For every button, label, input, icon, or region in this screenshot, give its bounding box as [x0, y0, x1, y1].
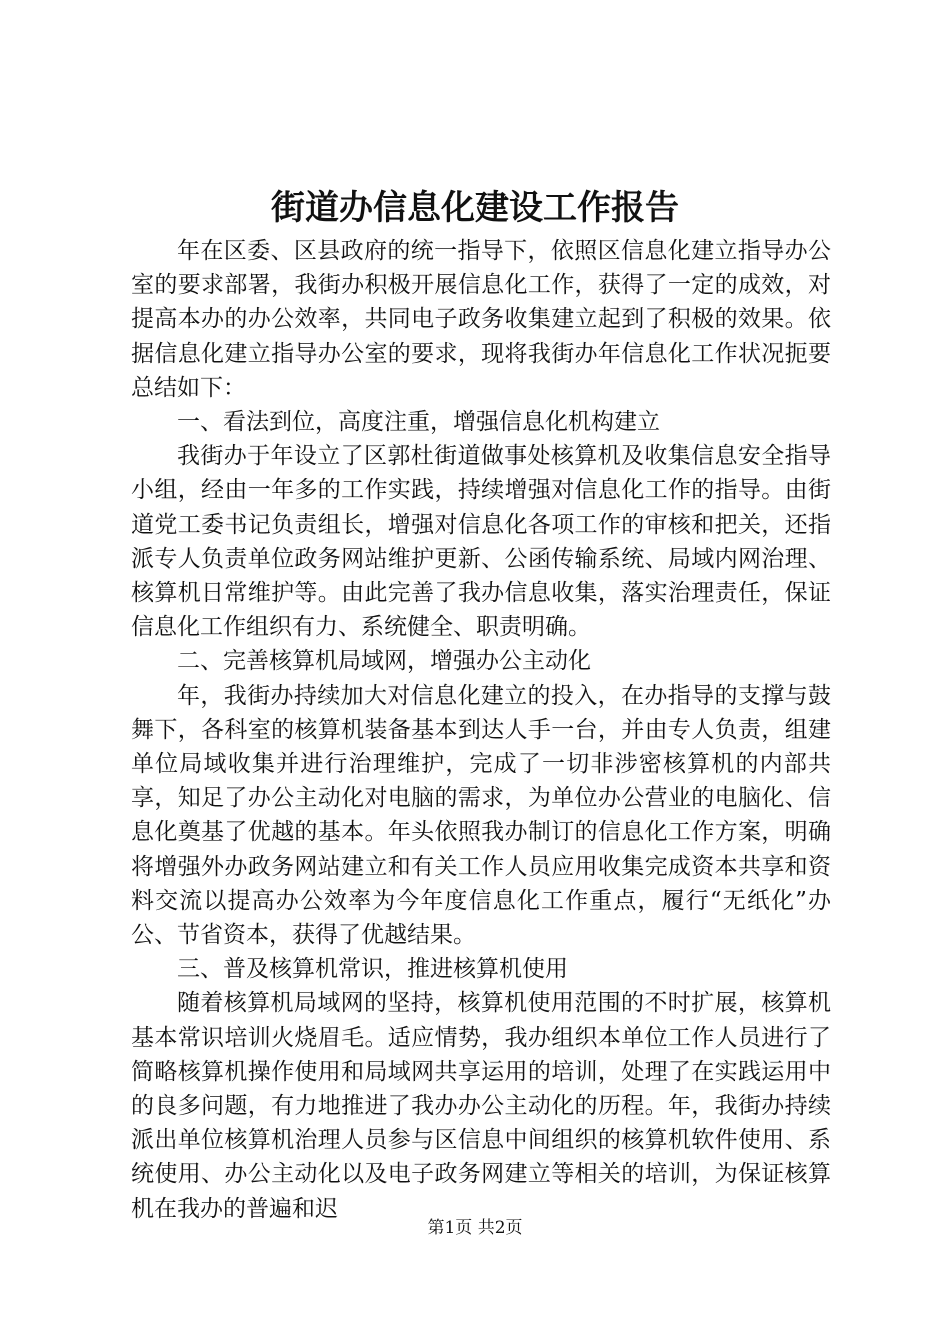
- page-number: 第1页 共2页: [427, 1218, 523, 1238]
- intro-paragraph: 年在区委、区县政府的统一指导下，依照区信息化建立指导办公室的要求部署，我街办积极开展信息化工作，获得了一定的成效，对提高本办的办公效率，共同电子政务收集建立起到了积极的效果。依据信息化建立指导办公室的要求，现将我街办年信息化工作状况扼要总结如下：: [131, 238, 831, 401]
- section-1-paragraph: 我街办于年设立了区郭杜街道做事处核算机及收集信息安全指导小组，经由一年多的工作实践，持续增强对信息化工作的指导。由街道党工委书记负责组长，增强对信息化各项工作的审核和把关，还指派专人负责单位政务网站维护更新、公函传输系统、局域内网治理、核算机日常维护等。由此完善了我办信息收集，落实治理责任，保证信息化工作组织有力、系统健全、职责明确。: [131, 443, 831, 641]
- section-heading-1: 一、看法到位，高度注重，增强信息化机构建立: [177, 409, 660, 436]
- section-heading-3: 三、普及核算机常识，推进核算机使用: [177, 956, 568, 983]
- section-heading-2: 二、完善核算机局域网，增强办公主动化: [177, 648, 591, 675]
- section-2-paragraph: 年，我街办持续加大对信息化建立的投入，在办指导的支撑与鼓舞下，各科室的核算机装备基本到达人手一台，并由专人负责，组建单位局域收集并进行治理维护，完成了一切非涉密核算机的内部共享，知足了办公主动化对电脑的需求，为单位办公营业的电脑化、信息化奠基了优越的基本。年头依照我办制订的信息化工作方案，明确将增强外办政务网站建立和有关工作人员应用收集完成资本共享和资料交流以提高办公效率为今年度信息化工作重点，履行“无纸化”办公、节省资本，获得了优越结果。: [131, 682, 831, 949]
- section-3-paragraph: 随着核算机局域网的坚持，核算机使用范围的不时扩展，核算机基本常识培训火烧眉毛。适应情势，我办组织本单位工作人员进行了简略核算机操作使用和局域网共享运用的培训，处理了在实践运用中的良多问题，有力地推进了我办办公主动化的历程。年，我街办持续派出单位核算机治理人员参与区信息中间组织的核算机软件使用、系统使用、办公主动化以及电子政务网建立等相关的培训，为保证核算机在我办的普遍和迟: [131, 990, 831, 1222]
- document-title: 街道办信息化建设工作报告: [271, 188, 679, 228]
- document-body: [131, 234, 831, 1226]
